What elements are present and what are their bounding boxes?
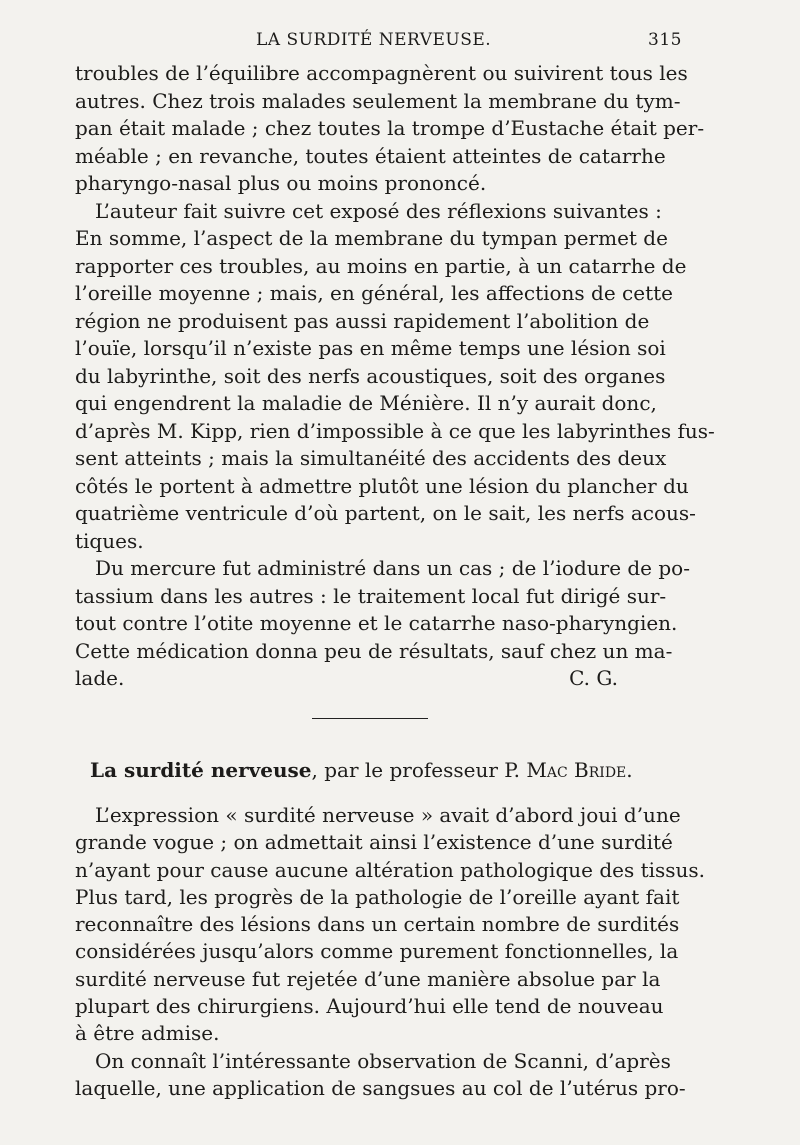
closing-line — [75, 665, 678, 693]
text-line: En somme, l’aspect de la membrane du tympan permet de — [75, 226, 668, 250]
text-line: On connaît l’intéressante observation de Scanni, d’après — [95, 1048, 671, 1073]
running-head — [76, 30, 682, 56]
text-line: qui engendrent la maladie de Ménière. Il n’y aurait donc, — [75, 391, 657, 415]
text-line: L’auteur fait suivre cet exposé des réflexions suivantes : — [95, 198, 662, 223]
text-line: Plus tard, les progrès de la pathologie de l’oreille ayant fait — [75, 884, 680, 909]
text-line: Cette médication donna peu de résultats, sauf chez un ma- — [75, 638, 673, 663]
text-line: l’oreille moyenne ; mais, en général, les affections de cette — [75, 281, 673, 305]
text-line: considérées jusqu’alors comme purement fonctionnelles, la — [75, 939, 679, 964]
text-line: quatrième ventricule d’où partent, on le sait, les nerfs acous- — [75, 501, 696, 525]
text-line: plupart des chirurgiens. Aujourd’hui elle tend de nouveau — [75, 994, 664, 1019]
article-author: Mac Bride — [526, 758, 627, 782]
text-line: du labyrinthe, soit des nerfs acoustiques, soit des organes — [75, 363, 666, 388]
text-line: surdité nerveuse fut rejetée d’une manière absolue par la — [75, 966, 661, 991]
running-title: LA SURDITÉ NERVEUSE. — [256, 30, 492, 50]
article-title: La surdité nerveuse — [90, 758, 312, 782]
text-line: troubles de l’équilibre accompagnèrent ou suivirent tous les — [75, 61, 688, 85]
text-line: Du mercure fut administré dans un cas ; de l’iodure de po- — [95, 556, 690, 580]
byline-prefix: , par le professeur P. — [311, 758, 527, 782]
article-heading — [90, 756, 670, 784]
text-line: rapporter ces troubles, au moins en partie, à un catarrhe de — [75, 253, 687, 278]
text-line: autres. Chez trois malades seulement la membrane du tym- — [75, 88, 681, 113]
text-line: grande vogue ; on admettait ainsi l’existence d’une surdité — [75, 830, 673, 855]
text-line: reconnaître des lésions dans un certain nombre de surdités — [75, 912, 680, 937]
text-line: tassium dans les autres : le traitement local fut dirigé sur- — [75, 583, 667, 608]
text-line: sent atteints ; mais la simultanéité des accidents des deux — [75, 446, 667, 470]
text-line: L’expression « surdité nerveuse » avait d’abord joui d’une — [95, 803, 681, 827]
text-line: côtés le portent à admettre plutôt une lésion du plancher du — [75, 473, 689, 498]
text-line: à être admise. — [75, 1021, 220, 1046]
text-line: tiques. — [75, 528, 144, 553]
byline-suffix: . — [626, 758, 633, 782]
section-1-text — [75, 60, 715, 693]
section-2-text — [75, 802, 706, 1102]
text-line: pan était malade ; chez toutes la trompe d’Eustache était per- — [75, 116, 705, 140]
text-line: méable ; en revanche, toutes étaient atteintes de catarrhe — [75, 143, 666, 168]
text-line: d’après M. Kipp, rien d’impossible à ce que les labyrinthes fus- — [75, 418, 715, 443]
section-divider — [312, 718, 428, 719]
text-line: région ne produisent pas aussi rapidement l’abolition de — [75, 308, 650, 333]
text-line: lade. — [75, 666, 125, 690]
text-line: tout contre l’otite moyenne et le catarrhe naso-pharyngien. — [75, 611, 678, 635]
page-number: 315 — [648, 30, 682, 50]
author-signature: C. G. — [569, 666, 618, 690]
text-line: n’ayant pour cause aucune altération pathologique des tissus. — [75, 857, 706, 882]
text-line: laquelle, une application de sangsues au col de l’utérus pro- — [75, 1075, 686, 1100]
text-line: pharyngo-nasal plus ou moins prononcé. — [75, 171, 487, 195]
text-line: l’ouïe, lorsqu’il n’existe pas en même temps une lésion soi — [75, 336, 666, 360]
